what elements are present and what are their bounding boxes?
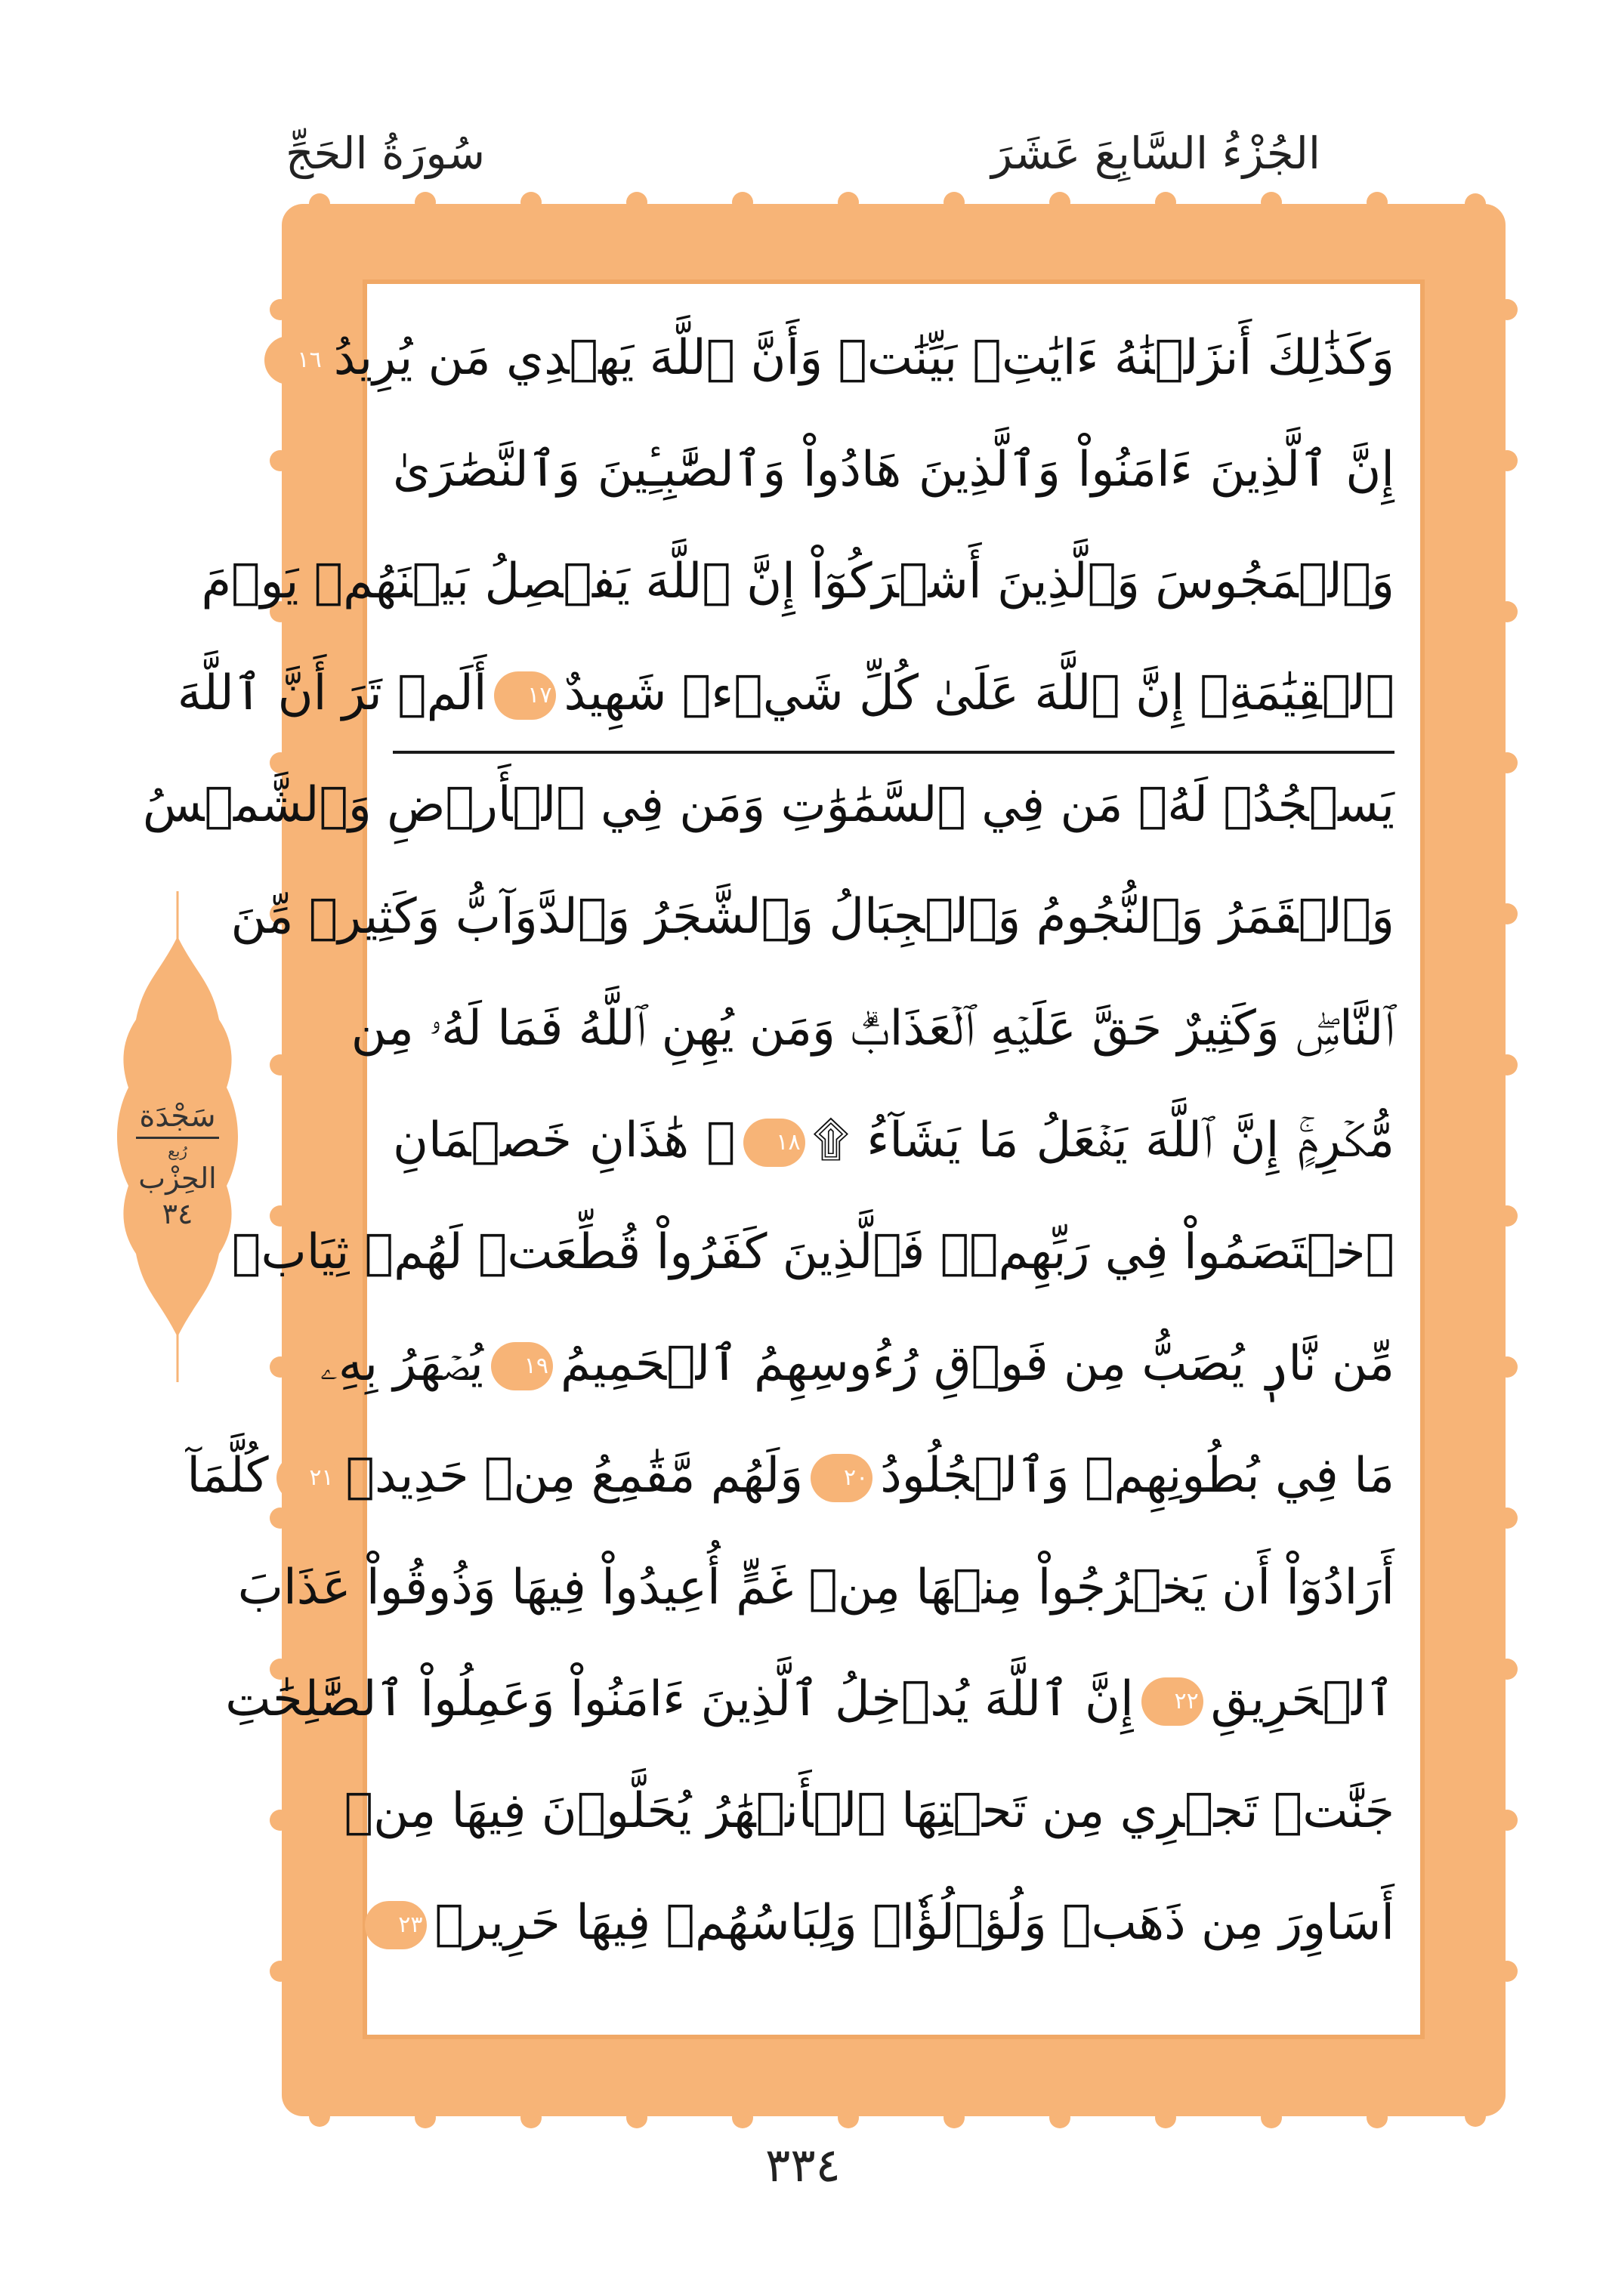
line-text: أَرَادُوٓاْ أَن يَخۡرُجُواْ مِنۡهَا مِنۡ غَمٍّ أُعِيدُواْ فِيهَا وَذُوقُواْ عَذَابَ [237,1560,1394,1616]
sajdah-label: سَجْدَة [139,1099,216,1134]
hizb-number: ٣٤ [162,1197,193,1230]
verse-line [393,1867,1394,1979]
line-text: أَلَمۡ تَرَ أَنَّ ٱللَّهَ [177,665,487,721]
line-text: كُلَّمَآ [187,1448,269,1504]
verse-line [201,526,1394,637]
verse-line [351,973,1394,1085]
line-text: ٱخۡتَصَمُواْ فِي رَبِّهِمۡۖ فَٱلَّذِينَ كَفَرُواْ قُطِّعَتۡ لَهُمۡ ثِيَابٞ [232,1224,1394,1280]
ayah-marker: ٢٢ [1141,1677,1203,1726]
line-text: جَنَّٰتٖ تَجۡرِي مِن تَحۡتِهَا ٱلۡأَنۡهَٰرُ يُحَلَّوۡنَ فِيهَا مِنۡ [344,1783,1394,1839]
sajdah-label-rule [136,1137,219,1139]
verse-line [393,414,1394,526]
ayah-marker: ١٨ [743,1119,805,1167]
line-text: ٱلۡقِيَٰمَةِۚ إِنَّ ٱللَّهَ عَلَىٰ كُلِّ شَيۡءٖ شَهِيدٌ [564,665,1394,721]
verse-line [177,637,1394,749]
page-number: ٣٣٤ [765,2137,841,2193]
line-text: إِنَّ ٱللَّهَ يُدۡخِلُ ٱلَّذِينَ ءَامَنُواْ وَعَمِلُواْ ٱلصَّٰلِحَٰتِ [225,1671,1134,1727]
line-text: أَسَاوِرَ مِن ذَهَبٖ وَلُؤۡلُؤٗاۖ وَلِبَاسُهُمۡ فِيهَا حَرِيرٞ [434,1895,1394,1951]
line-text: وَٱلۡقَمَرُ وَٱلنُّجُومُ وَٱلۡجِبَالُ وَٱلشَّجَرُ وَٱلدَّوَآبُّ وَكَثِيرٞ مِّنَ [230,889,1394,945]
verse-line [393,1085,1394,1196]
verse-line [187,1420,1394,1532]
verse-line [237,1532,1394,1643]
line-text: مِّن نَّارٖ يُصَبُّ مِن فَوۡقِ رُءُوسِهِمُ ٱلۡحَمِيمُ [561,1336,1394,1392]
ayah-marker: ١٩ [491,1342,553,1390]
verse-line [297,302,1394,414]
line-text: يَسۡجُدُۤ لَهُۥ مَن فِي ٱلسَّمَٰوَٰتِ وَمَن فِي ٱلۡأَرۡضِ وَٱلشَّمۡسُ [142,777,1394,833]
line-text: ۞ هَٰذَانِ خَصۡمَانِ [393,1113,736,1168]
ayah-marker: ٢٠ [811,1454,872,1502]
ayah-marker: ١٦ [264,336,326,384]
line-text: ٱلنَّاسِۖ وَكَثِيرٌ حَقَّ عَلَيۡهِ ٱلۡعَذَابُۗ وَمَن يُهِنِ ٱللَّهُ فَمَا لَهُۥ مِن [351,1001,1394,1057]
line-text: وَٱلۡمَجُوسَ وَٱلَّذِينَ أَشۡرَكُوٓاْ إِنَّ ٱللَّهَ يَفۡصِلُ بَيۡنَهُمۡ يَوۡمَ [201,554,1394,609]
ayah-marker: ٢٣ [365,1901,427,1949]
line-text: يُصۡهَرُ بِهِۦ [320,1336,483,1392]
ayah-marker: ١٧ [494,671,556,720]
line-text: وَلَهُم مَّقَٰمِعُ مِنۡ حَدِيدٖ [345,1448,804,1504]
verse-line [344,1755,1394,1867]
line-text: وَكَذَٰلِكَ أَنزَلۡنَٰهُ ءَايَٰتِۭ بَيِّنَٰتٖ وَأَنَّ ٱللَّهَ يَهۡدِي مَن يُرِيدُ [333,330,1394,386]
juz-title: الجُزْءُ السَّابِعَ عَشَرَ [991,128,1320,179]
line-text: ٱلۡحَرِيقِ [1210,1671,1394,1727]
verse-line [142,749,1394,861]
verse-line [230,861,1394,973]
ayah-marker: ٢١ [276,1454,338,1502]
surah-title: سُورَةُ الحَجِّ [286,128,486,179]
line-text: إِنَّ ٱلَّذِينَ ءَامَنُواْ وَٱلَّذِينَ هَادُواْ وَٱلصَّٰبِـِٔينَ وَٱلنَّصَٰرَىٰ [393,442,1394,498]
line-text: مَا فِي بُطُونِهِمۡ وَٱلۡجُلُودُ [880,1448,1394,1504]
verse-line [225,1643,1394,1755]
verse-line [320,1308,1394,1420]
verse-line [232,1196,1394,1308]
hizb-label: الحِزْب [138,1162,217,1195]
rub-label: رُبع [168,1142,187,1160]
line-text: مُّكۡرِمٍۚ إِنَّ ٱللَّهَ يَفۡعَلُ مَا يَشَآءُ ۩ [812,1113,1394,1168]
